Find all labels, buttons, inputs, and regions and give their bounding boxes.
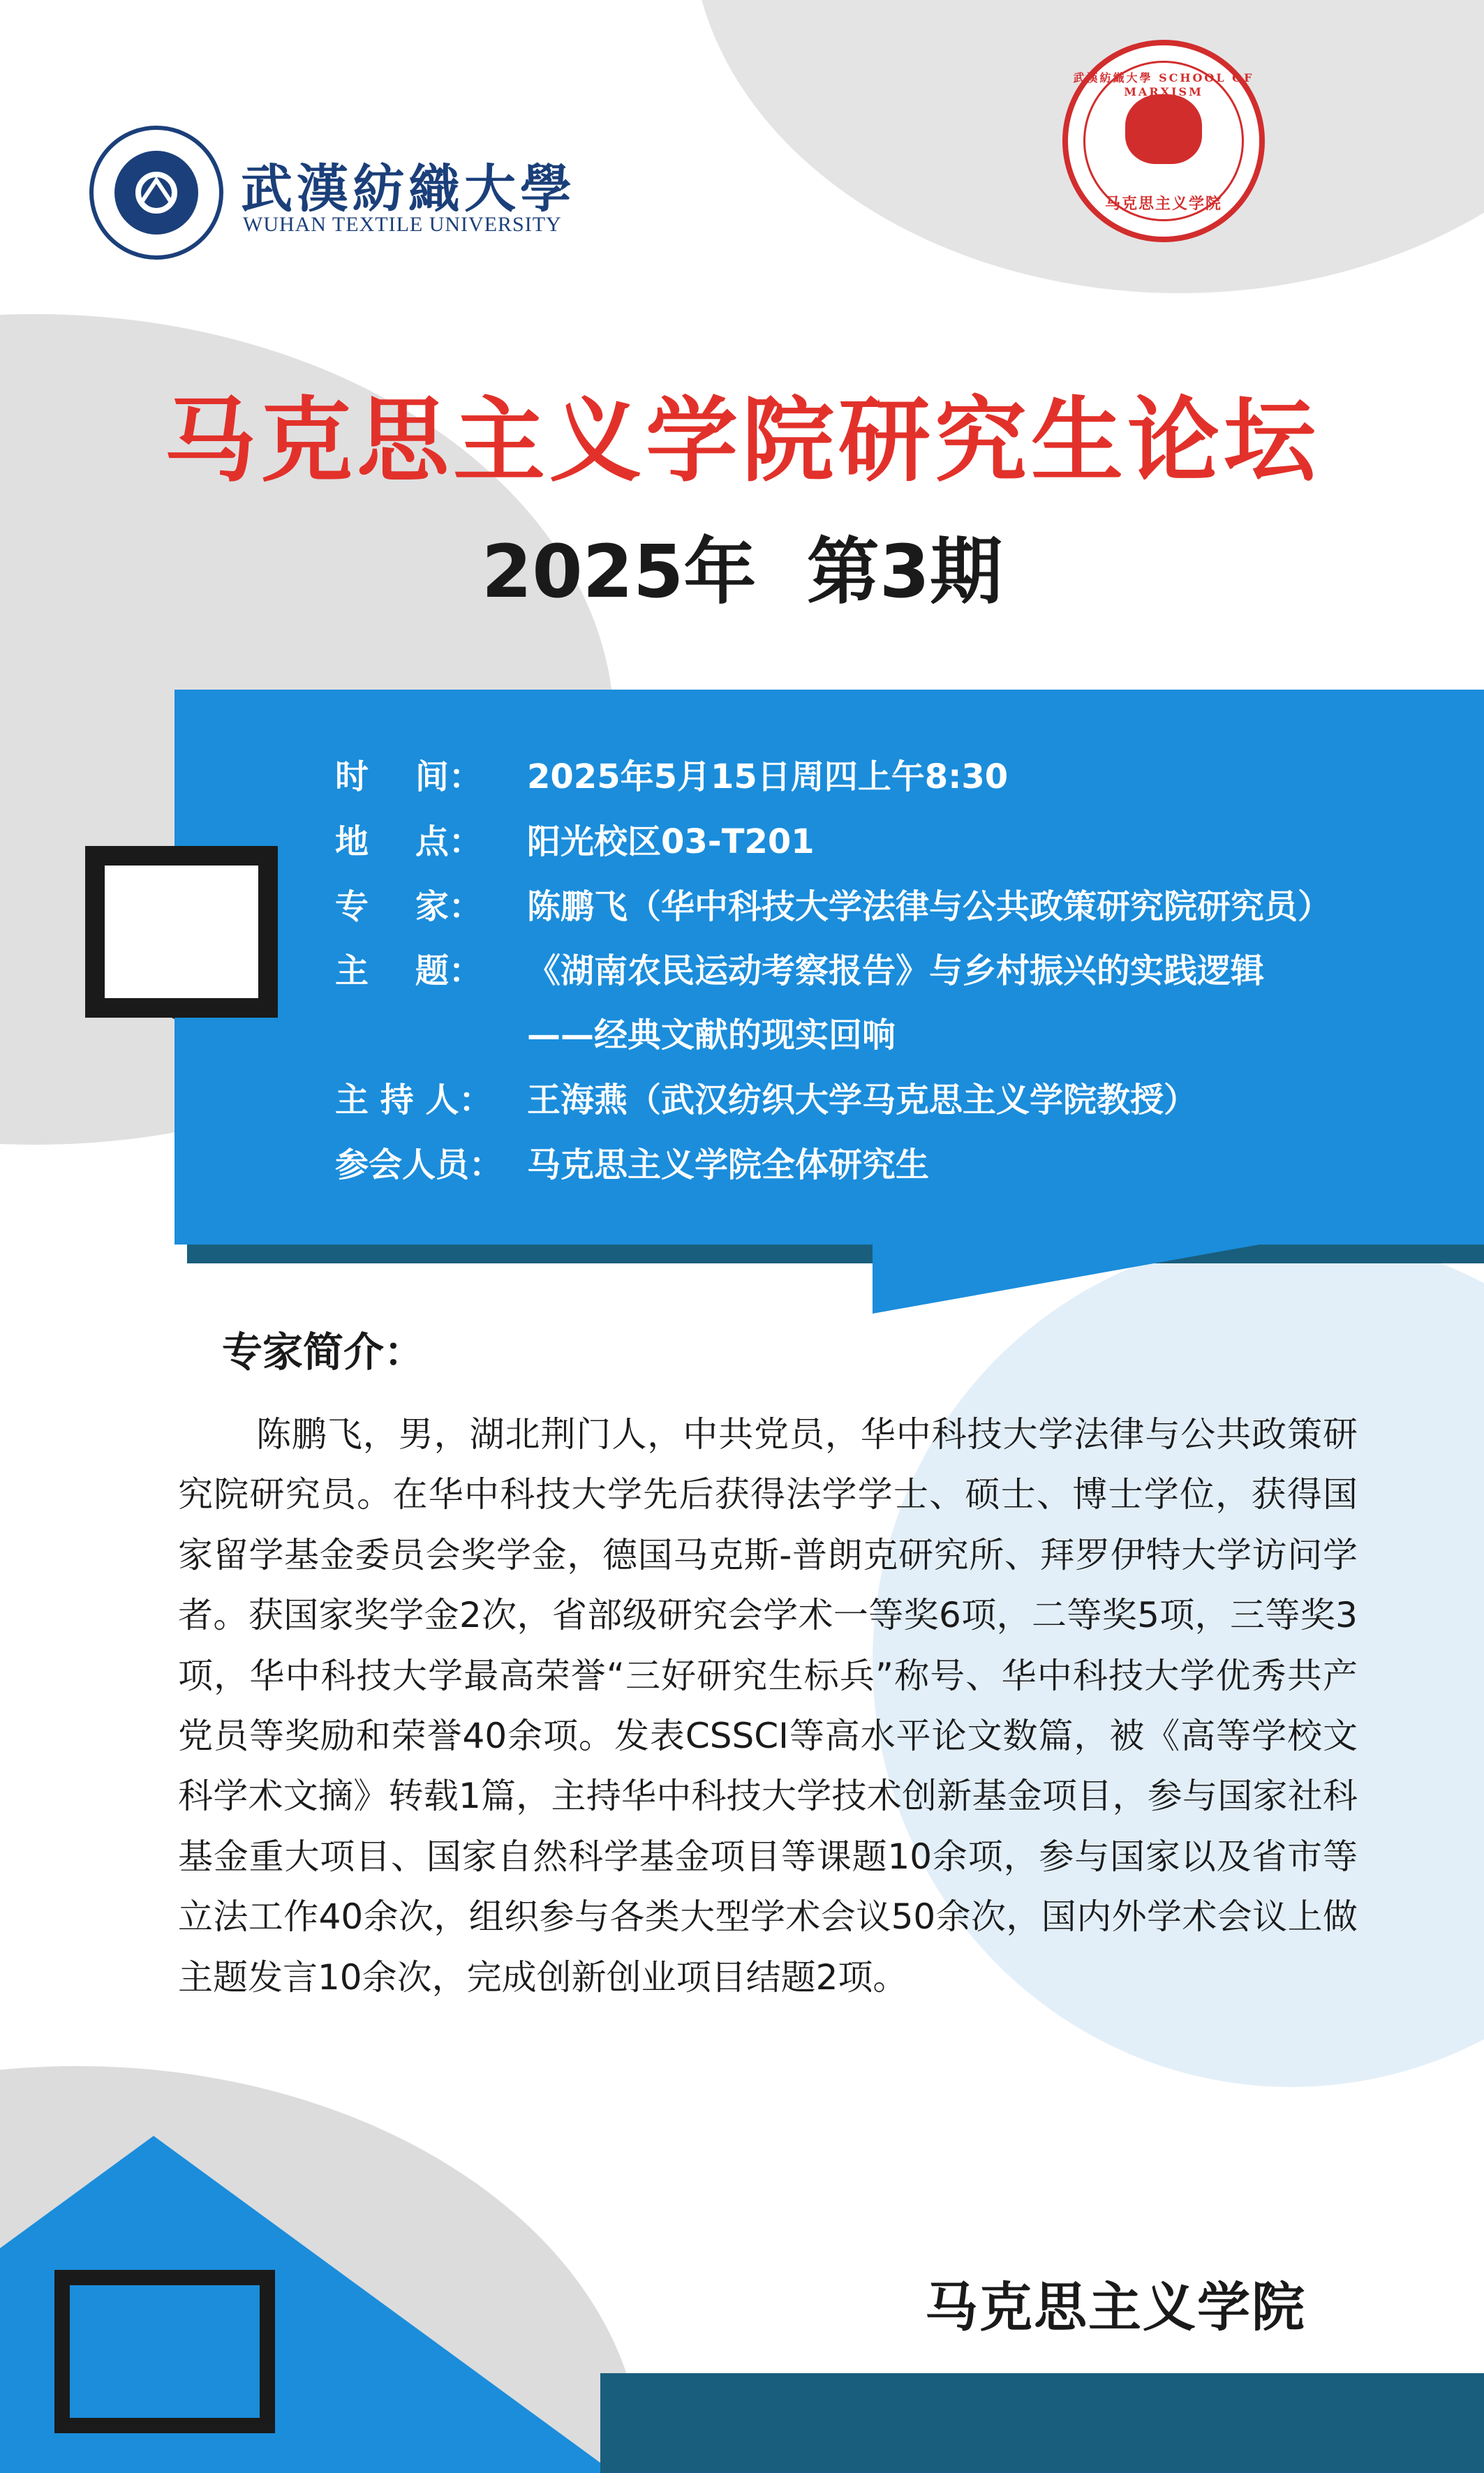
info-label: 专 家： [335,887,482,926]
forum-title: 马克思主义学院研究生论坛 [164,387,1320,495]
info-row-attendees [335,1138,929,1186]
frame-notch-decoration [133,998,175,1019]
info-label: 参会人员： [335,1145,503,1184]
seal-bottom-text: 马克思主义学院 [1104,195,1222,213]
info-value: 《湖南农民运动考察报告》与乡村振兴的实践逻辑 [527,951,1265,990]
info-label: 地 点： [335,822,482,861]
info-value: 阳光校区03-T201 [527,822,815,861]
info-label: 时 间： [335,757,482,796]
university-name-cn: 武漢紡織大學 [241,159,576,219]
organizer-footer: 马克思主义学院 [925,2276,1306,2338]
bottom-square-frame-decoration [54,2270,275,2433]
info-row-topic-subtitle [527,1008,896,1056]
info-value: 2025年5月15日周四上午8:30 [527,757,1009,796]
speech-bubble-tail [873,1244,1263,1314]
info-label: 主 题： [335,951,482,990]
info-row-host [335,1073,1197,1121]
info-row-location [335,815,815,863]
expert-intro-heading: 专家简介： [222,1328,425,1376]
info-label: 主 持 人： [335,1080,493,1120]
university-emblem-icon [89,126,223,260]
info-row-topic [335,944,1264,992]
school-of-marxism-seal-icon [1062,40,1265,242]
bottom-teal-bar [600,2373,1484,2473]
panel-square-frame-decoration [85,846,278,1018]
info-value: 陈鹏飞（华中科技大学法律与公共政策研究院研究员） [527,887,1332,926]
issue-subtitle: 2025年 第3期 [481,529,1003,614]
portrait-silhouette-icon [1125,94,1202,164]
expert-bio-paragraph: 陈鹏飞，男，湖北荆门人，中共党员，华中科技大学法律与公共政策研究院研究员。在华中科技大学先后获得法学学士、硕士、博士学位，获得国家留学基金委员会奖学金，德国马克斯-普朗克研究所、拜罗伊特大学访问学者。获国家奖学金2次，省部级研究会学术一等奖6项，二等奖5项，三等奖3项，华中科技大学最高荣誉“三好研究生标兵”称号、华中科技大学优秀共产党员等奖励和荣誉40余项。发表CSSCI等高水平论文数篇，被《高等学校文科学术文摘》转载1篇，主持华中科技大学技术创新基金项目，参与国家社科基金重大项目、国家自然科学基金项目等课题10余项，参与国家以及省市等立法工作40余次，组织参与各类大型学术会议50余次，国内外学术会议上做主题发言10余次，完成创新创业项目结题2项。 [178,1414,1358,1998]
info-value: ——经典文献的现实回响 [527,1016,896,1055]
info-row-expert [335,879,1331,928]
info-value: 王海燕（武汉纺织大学马克思主义学院教授） [527,1080,1198,1120]
seal-top-text: 武漢紡織大學 SCHOOL OF MARXISM [1073,71,1254,98]
university-name-en: WUHAN TEXTILE UNIVERSITY [243,213,562,236]
info-row-time [335,750,1008,798]
info-value: 马克思主义学院全体研究生 [527,1145,930,1184]
